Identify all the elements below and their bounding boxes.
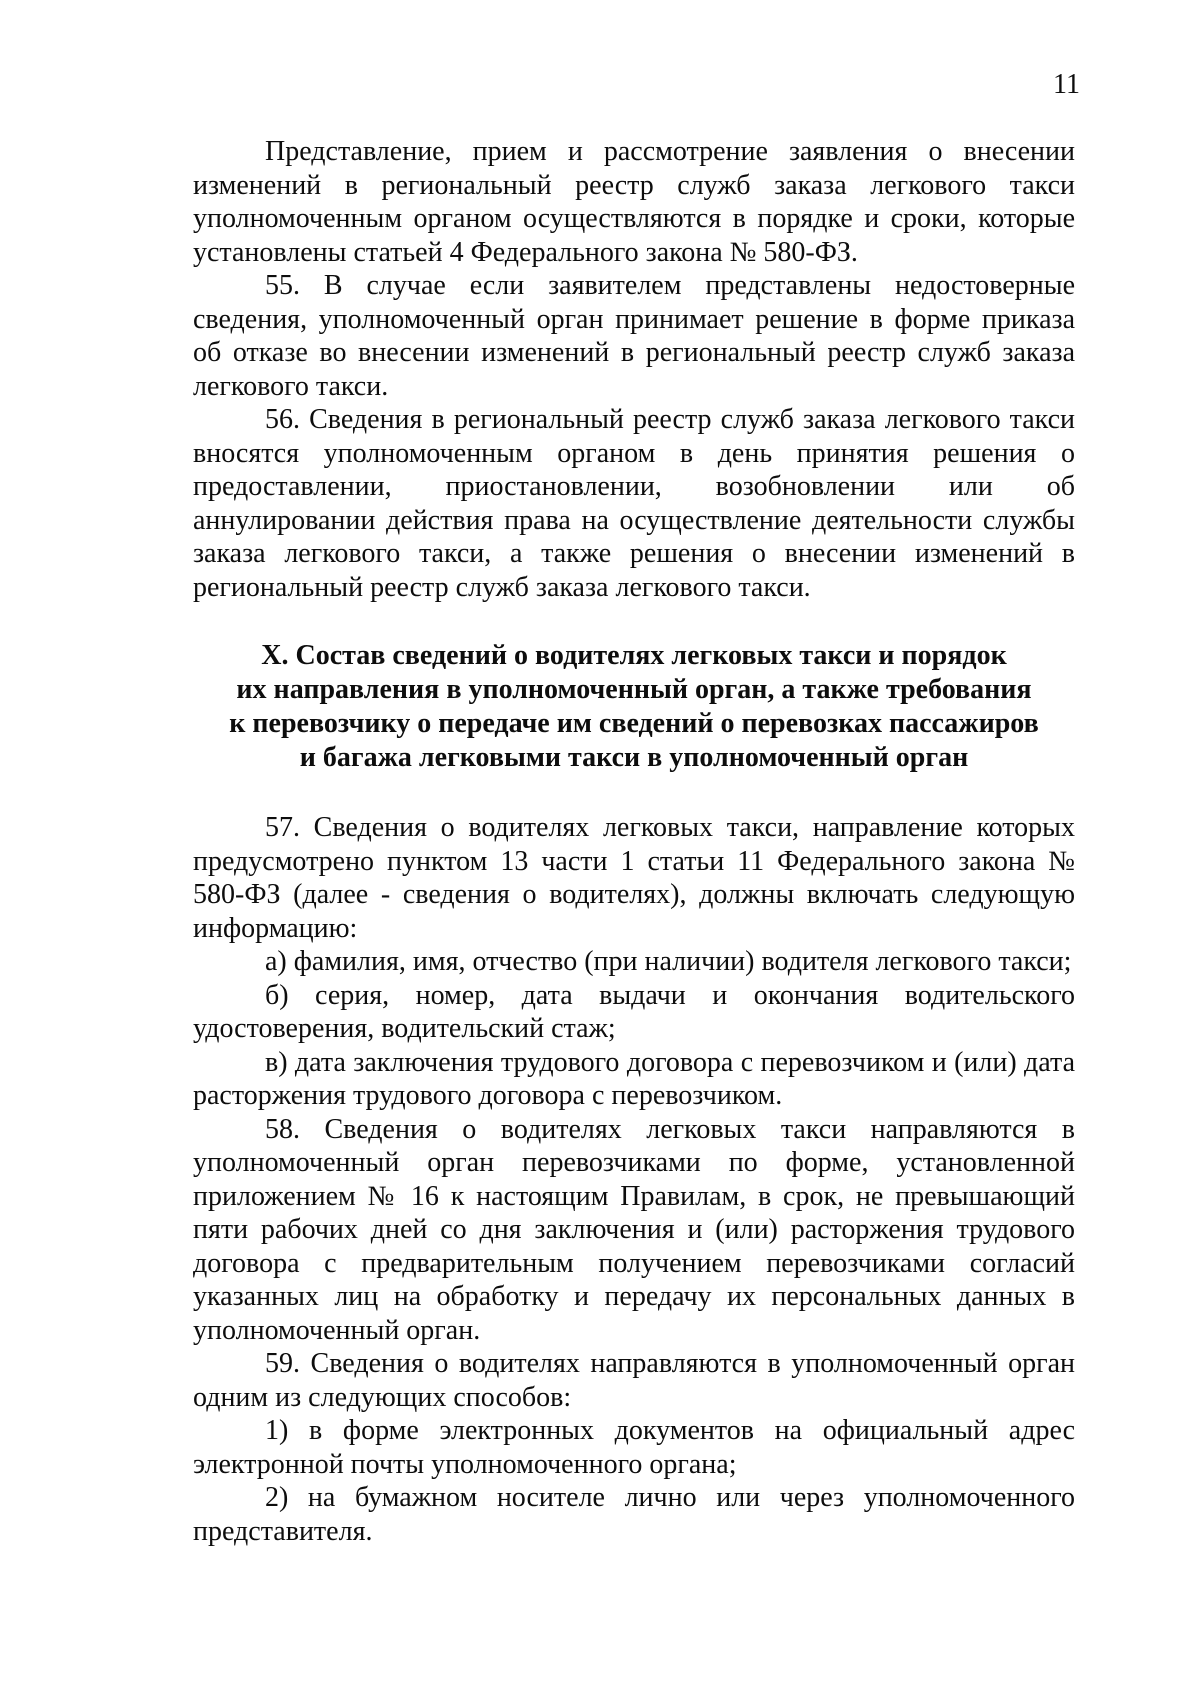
section-heading-line: X. Состав сведений о водителях легковых такси и порядок	[261, 640, 1007, 671]
list-item-1: 1) в форме электронных документов на официальный адрес электронной почты уполномоченного органа;	[193, 1415, 1075, 1480]
list-item-v: в) дата заключения трудового договора с перевозчиком и (или) дата расторжения трудового договора с перевозчиком.	[193, 1046, 1075, 1111]
paragraph-56: 56. Сведения в региональный реестр служб заказа легкового такси вносятся уполномоченным органом в день принятия решения о предоставлении, приостановлении, возобновлении или об аннулировании действия права на осуществление деятельности службы заказа легкового такси, а также решения о внесении изменений в региональный реестр служб заказа легкового такси.	[193, 404, 1075, 603]
paragraph-59: 59. Сведения о водителях направляются в уполномоченный орган одним из следующих способов:	[193, 1348, 1075, 1413]
section-heading-line: к перевозчику о передаче им сведений о перевозках пассажиров	[229, 708, 1039, 739]
list-item-2: 2) на бумажном носителе лично или через уполномоченного представителя.	[193, 1482, 1075, 1547]
list-item-a: а) фамилия, имя, отчество (при наличии) водителя легкового такси;	[265, 946, 1072, 977]
paragraph-application-review: Представление, прием и рассмотрение заявления о внесении изменений в региональный реестр служб заказа легкового такси уполномоченным органом осуществляются в порядке и сроки, которые установлены статьей 4 Федерального закона № 580-ФЗ.	[193, 136, 1075, 268]
page-number: 11	[1053, 69, 1080, 100]
paragraph-58: 58. Сведения о водителях легковых такси направляются в уполномоченный орган перевозчиками по форме, установленной приложением № 16 к настоящим Правилам, в срок, не превышающий пяти рабочих дней со дня заключения и (или) расторжения трудового договора с предварительным получением перевозчиками согласий указанных лиц на обработку и передачу их персональных данных в уполномоченный орган.	[193, 1113, 1075, 1346]
section-heading-line: их направления в уполномоченный орган, а также требования	[236, 674, 1032, 705]
paragraph-55: 55. В случае если заявителем представлены недостоверные сведения, уполномоченный орган принимает решение в форме приказа об отказе во внесении изменений в региональный реестр служб заказа легкового такси.	[193, 270, 1075, 402]
section-heading-line: и багажа легковыми такси в уполномоченный орган	[299, 742, 969, 773]
section-heading	[193, 639, 1075, 775]
document-body	[193, 135, 1075, 1548]
list-item-b: б) серия, номер, дата выдачи и окончания водительского удостоверения, водительский стаж;	[193, 979, 1075, 1044]
paragraph-57: 57. Сведения о водителях легковых такси, направление которых предусмотрено пунктом 13 части 1 статьи 11 Федерального закона № 580-ФЗ (далее - сведения о водителях), должны включать следующую информацию:	[193, 812, 1075, 944]
